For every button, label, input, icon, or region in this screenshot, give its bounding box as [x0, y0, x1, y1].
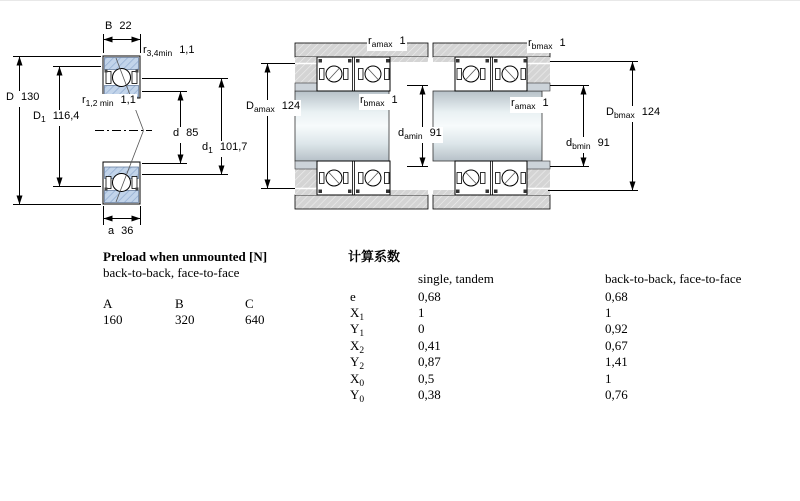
- dim-label-d1: $d_1$ 101,7: [202, 141, 248, 155]
- dim-label-d: d 85: [172, 127, 199, 143]
- factor-row-val2: 1: [605, 305, 612, 320]
- dim-label-ramax-right: $r_{amax}$ 1: [511, 97, 549, 111]
- dim-label-ramax-mid: $r_{amax}$ 1: [368, 35, 406, 49]
- factor-row-val1: 0,41: [418, 338, 441, 353]
- factor-row-sym: $X_1$: [350, 305, 365, 323]
- preload-val-C: 640: [245, 312, 265, 327]
- factor-row-val2: 0,76: [605, 387, 628, 402]
- factor-row-val1: 0,38: [418, 387, 441, 402]
- preload-val-A: 160: [103, 312, 123, 327]
- preload-table-subtitle: back-to-back, face-to-face: [103, 265, 240, 280]
- factor-row-sym: e: [350, 289, 356, 304]
- ball-top: [113, 69, 131, 87]
- preload-col-C: C: [245, 296, 254, 311]
- dim-label-rbmax-right: $r_{bmax}$ 1: [528, 37, 566, 51]
- dim-label-D: D 130: [5, 91, 40, 107]
- factor-row-sym: $X_0$: [350, 371, 365, 389]
- dim-label-dbmin: $d_{bmin}$ 91: [566, 137, 610, 151]
- factors-col1-header: single, tandem: [418, 271, 494, 286]
- factor-row-val1: 0,68: [418, 289, 441, 304]
- factor-row-val2: 0,92: [605, 321, 628, 336]
- factor-row-val2: 1,41: [605, 354, 628, 369]
- back-to-back-arrangement-diagram: [261, 43, 428, 209]
- factor-row-sym: $Y_1$: [350, 321, 365, 339]
- factor-row-val1: 0,87: [418, 354, 441, 369]
- dim-label-a: a 36: [107, 225, 134, 241]
- dim-label-r34min: $r_{3,4min}$ 1,1: [143, 44, 195, 58]
- factor-row-val1: 0,5: [418, 371, 435, 386]
- factor-row-val2: 0,67: [605, 338, 628, 353]
- factors-col2-header: back-to-back, face-to-face: [605, 271, 742, 286]
- factor-row-sym: $X_2$: [350, 338, 365, 356]
- dim-label-D1: $D_1$ 116,4: [33, 110, 80, 124]
- factor-row-val1: 1: [418, 305, 425, 320]
- dim-label-damin: $d_{amin}$ 91: [398, 127, 442, 141]
- dim-label-Damax: $D_{amax}$ 124: [246, 100, 301, 114]
- dim-label-Dbmax: $D_{bmax}$ 124: [606, 106, 661, 120]
- preload-col-B: B: [175, 296, 184, 311]
- factor-row-val2: 1: [605, 371, 612, 386]
- factor-row-sym: $Y_2$: [350, 354, 365, 372]
- factor-row-val2: 0,68: [605, 289, 628, 304]
- preload-table-title: Preload when unmounted [N]: [103, 249, 268, 264]
- dim-label-B: B 22: [104, 20, 133, 36]
- preload-col-A: A: [103, 296, 113, 311]
- dim-label-r12min: $r_{1,2 min}$ 1,1: [82, 94, 136, 108]
- factors-table-title: 计算系数: [348, 249, 401, 264]
- factor-row-val1: 0: [418, 321, 425, 336]
- face-to-face-arrangement-diagram: [433, 43, 638, 209]
- preload-val-B: 320: [175, 312, 195, 327]
- dim-label-rbmax-mid: $r_{bmax}$ 1: [360, 94, 398, 108]
- factor-row-sym: $Y_0$: [350, 387, 365, 405]
